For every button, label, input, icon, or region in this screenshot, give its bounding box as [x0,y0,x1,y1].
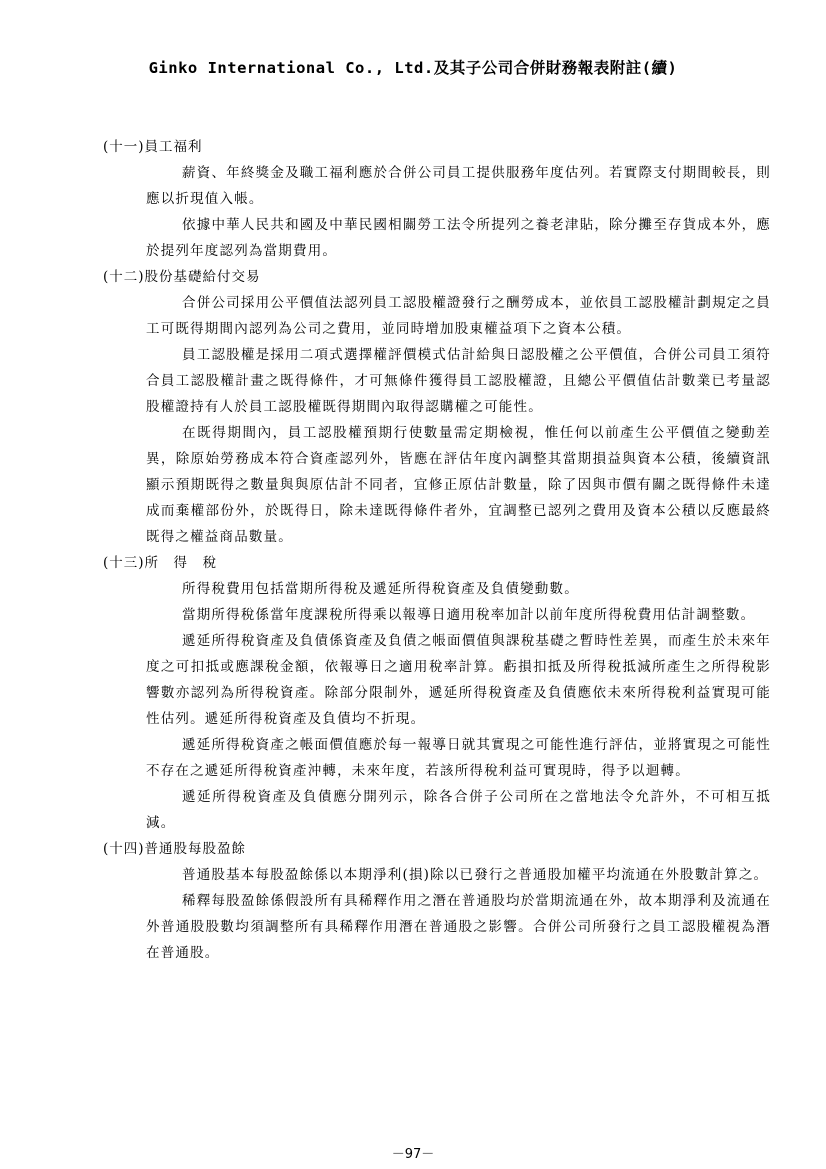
page-header: Ginko International Co., Ltd.及其子公司合併財務報表附註(續) [148,59,678,77]
paragraph: 所得稅費用包括當期所得稅及遞延所得稅資產及負債變動數。 [182,581,579,597]
section-title: (十一)員工福利 [103,139,203,155]
paragraph: 遞延所得稅資產及負債應分開列示，除各合併子公司所在之當地法令允許外，不可相互抵減。 [146,789,771,831]
paragraph: 遞延所得稅資產之帳面價值應於每一報導日就其實現之可能性進行評估，並將實現之可能性不存在之遞延所得稅資產沖轉，未來年度，若該所得稅利益可實現時，得予以迴轉。 [146,737,771,779]
notes-body [103,134,771,966]
page-number: －97－ [391,1147,435,1162]
section-income-tax [103,550,771,836]
section-employee-benefits [103,134,771,264]
paragraph: 遞延所得稅資產及負債係資產及負債之帳面價值與課稅基礎之暫時性差異，而產生於未來年度之可扣抵或應課稅金額，依報導日之適用稅率計算。虧損扣抵及所得稅抵減所產生之所得稅影響數亦認列為所得稅資產。除部分限制外，遞延所得稅資產及負債應依未來所得稅利益實現可能性估列。遞延所得稅資產及負債均不折現。 [146,633,771,727]
paragraph: 依據中華人民共和國及中華民國相關勞工法令所提列之養老津貼，除分攤至存貨成本外，應於提列年度認列為當期費用。 [146,217,771,259]
paragraph: 當期所得稅係當年度課稅所得乘以報導日適用稅率加計以前年度所得稅費用估計調整數。 [182,607,756,623]
section-title: (十四)普通股每股盈餘 [103,841,247,857]
paragraph: 員工認股權是採用二項式選擇權評價模式估計給與日認股權之公平價值，合併公司員工須符合員工認股權計畫之既得條件，才可無條件獲得員工認股權證，且總公平價值估計數業已考量認股權證持有人於員工認股權既得期間內取得認購權之可能性。 [146,347,771,415]
paragraph: 普通股基本每股盈餘係以本期淨利(損)除以已發行之普通股加權平均流通在外股數計算之。 [182,867,769,883]
section-earnings-per-share [103,836,771,966]
paragraph: 稀釋每股盈餘係假設所有具稀釋作用之潛在普通股均於當期流通在外，故本期淨利及流通在外普通股股數均須調整所有具稀釋作用潛在普通股之影響。合併公司所發行之員工認股權視為潛在普通股。 [146,893,771,961]
section-share-based-payment [103,264,771,550]
paragraph: 合併公司採用公平價值法認列員工認股權證發行之酬勞成本，並依員工認股權計劃規定之員工可既得期間內認列為公司之費用，並同時增加股東權益項下之資本公積。 [146,295,771,337]
section-title: (十二)股份基礎給付交易 [103,269,261,285]
paragraph: 在既得期間內，員工認股權預期行使數量需定期檢視，惟任何以前產生公平價值之變動差異，除原始勞務成本符合資產認列外，皆應在評估年度內調整其當期損益與資本公積，後續資訊顯示預期既得之數量與與原估計不同者，宜修正原估計數量，除了因與市價有關之既得條件未達成而棄權部份外，於既得日，除未達既得條件者外，宜調整已認列之費用及資本公積以反應最終既得之權益商品數量。 [146,425,771,545]
section-title: (十三)所 得 稅 [103,555,218,571]
paragraph: 薪資、年終獎金及職工福利應於合併公司員工提供服務年度估列。若實際支付期間較長，則應以折現值入帳。 [146,165,771,207]
